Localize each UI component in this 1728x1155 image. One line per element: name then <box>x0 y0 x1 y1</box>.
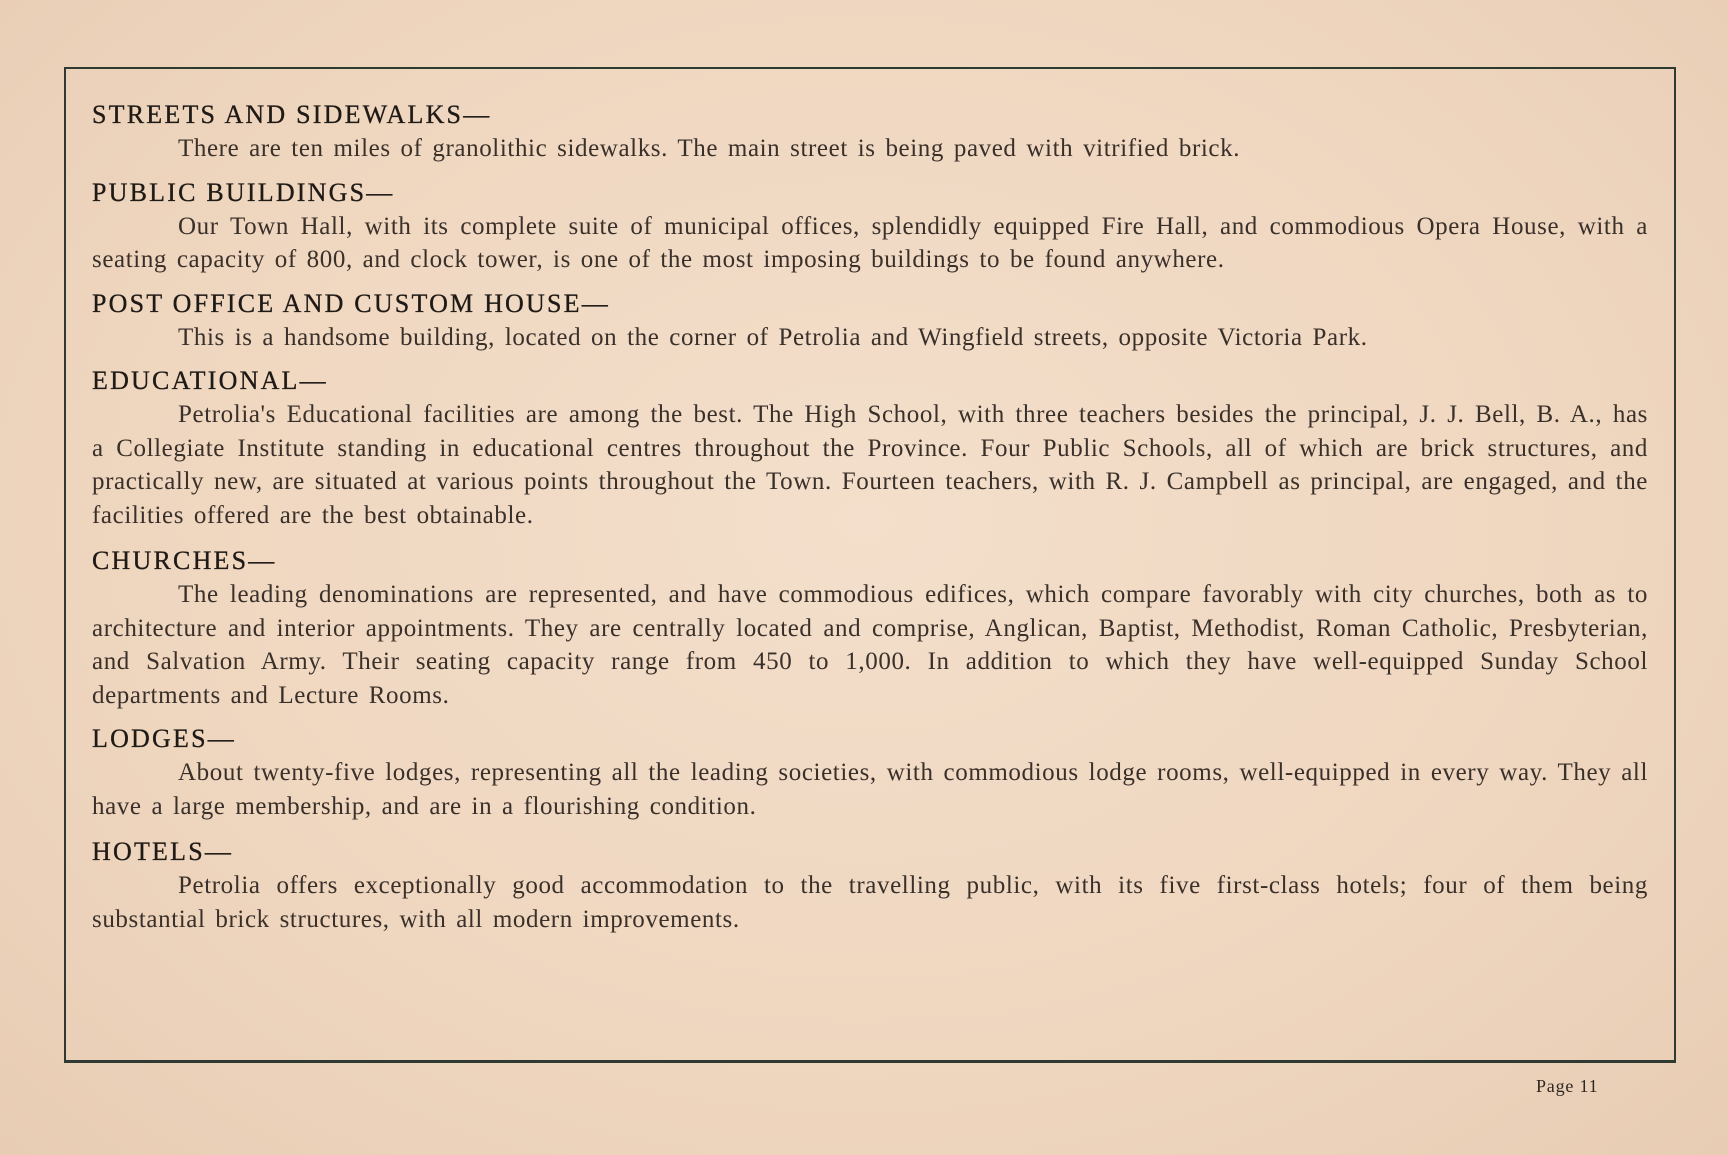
section-post-office <box>92 287 1648 355</box>
section-body: The leading denominations are represented, and have commodious edifices, which compare favorably with city churches, both as to architecture and interior appointments. They are centrally located and comprise, Anglican, Baptist, Methodist, Roman Catholic, Presbyterian, and Salvation Army. Their seating capacity range from 450 to 1,000. In addition to which they have well-equipped Sunday School departments and Lecture Rooms. <box>92 581 1648 709</box>
section-body: There are ten miles of granolithic sidewalks. The main street is being paved with vitrified brick. <box>178 135 1241 162</box>
section-heading: LODGES— <box>92 724 236 753</box>
section-heading: PUBLIC BUILDINGS— <box>92 177 395 207</box>
section-body: This is a handsome building, located on the corner of Petrolia and Wingfield streets, opposite Victoria Park. <box>178 323 1368 351</box>
section-body: Petrolia's Educational facilities are among the best. The High School, with three teachers besides the principal, J. J. Bell, B. A., has a Collegiate Institute standing in educational centres throughout the Province. Four Public Schools, all of which are brick structures, and practically new, are situated at various points throughout the Town. Fourteen teachers, with R. J. Campbell as principal, are engaged, and the facilities offered are the best obtainable. <box>92 401 1648 529</box>
section-hotels <box>92 835 1648 936</box>
section-heading: HOTELS— <box>92 837 234 866</box>
section-body: Our Town Hall, with its complete suite of municipal offices, splendidly equipped Fire Hall, and commodious Opera House, with a seating capacity of 800, and clock tower, is one of the most imposing buildings to be found anywhere. <box>92 212 1648 273</box>
section-educational <box>92 364 1648 532</box>
section-heading: STREETS AND SIDEWALKS— <box>92 100 492 129</box>
section-lodges <box>92 722 1648 823</box>
section-streets-and-sidewalks <box>92 98 1648 166</box>
section-churches <box>92 544 1648 712</box>
document-body <box>92 98 1648 936</box>
section-public-buildings <box>92 176 1648 277</box>
section-body: Petrolia offers exceptionally good accommodation to the travelling public, with its five first-class hotels; four of them being substantial brick structures, with all modern improvements. <box>92 872 1648 933</box>
section-body: About twenty-five lodges, representing all the leading societies, with commodious lodge rooms, well-equipped in every way. They all have a large membership, and are in a flourishing condition. <box>92 759 1648 820</box>
section-heading: CHURCHES— <box>92 546 277 575</box>
section-heading: EDUCATIONAL— <box>92 366 328 395</box>
section-heading: POST OFFICE AND CUSTOM HOUSE— <box>92 288 610 318</box>
page-number: Page 11 <box>1536 1076 1599 1096</box>
